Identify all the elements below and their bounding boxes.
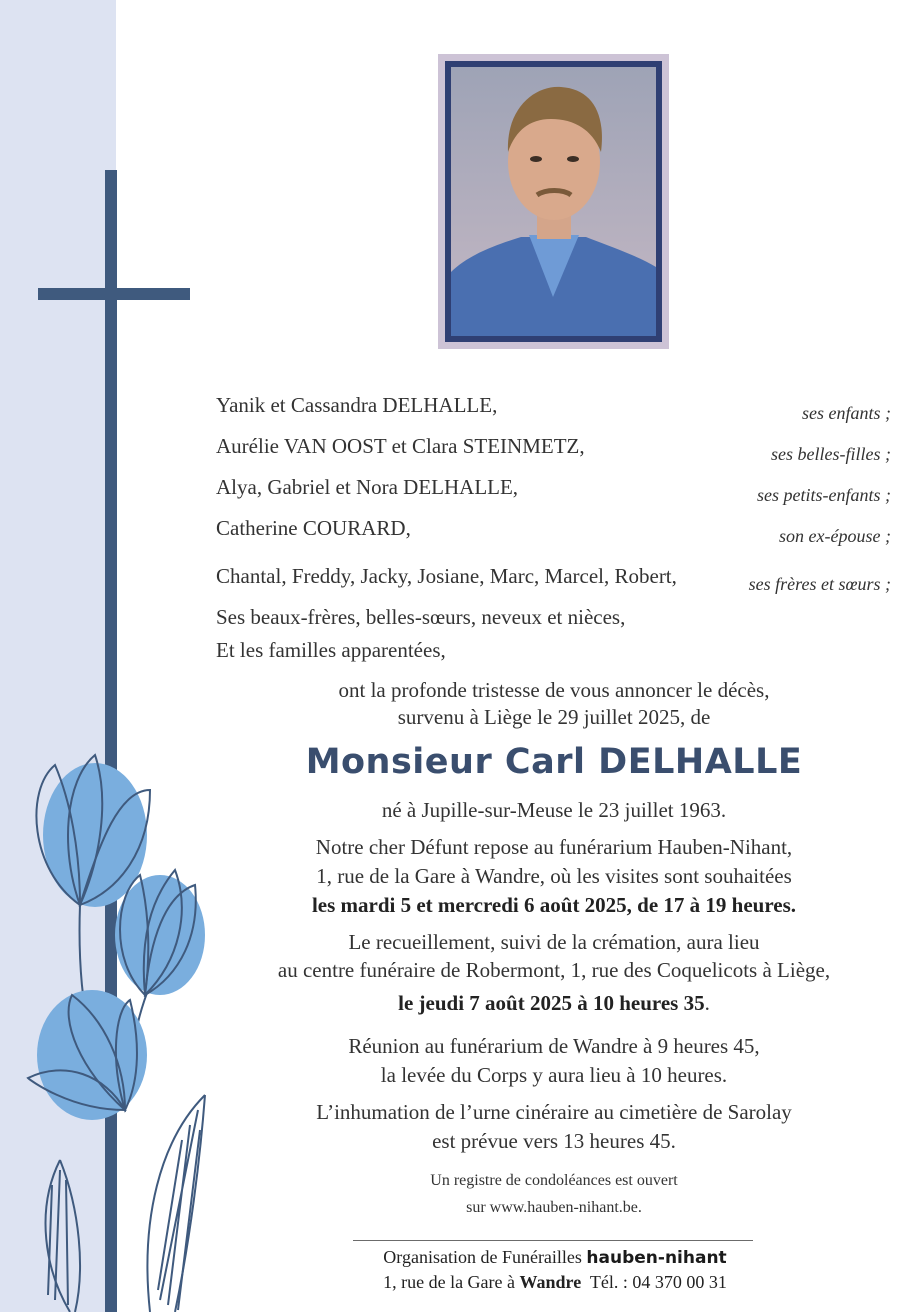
family-line: Aurélie VAN OOST et Clara STEINMETZ, <box>216 434 585 458</box>
announcement-line: ont la profonde tristesse de vous annoncer le décès, <box>338 678 770 702</box>
family-line: Alya, Gabriel et Nora DELHALLE, <box>216 475 519 499</box>
footer-phone: Tél. : 04 370 00 31 <box>589 1272 727 1292</box>
deceased-name: Monsieur Carl DELHALLE <box>305 742 803 782</box>
brand-logo: hauben-nihant <box>586 1248 727 1268</box>
family-line: Et les familles apparentées, <box>216 638 446 662</box>
announcement-line: survenu à Liège le 29 juillet 2025, de <box>397 705 711 729</box>
burial-line: L’inhumation de l’urne cinéraire au cimetière de Sarolay <box>316 1100 792 1124</box>
relation-label: ses frères et sœurs ; <box>748 574 891 594</box>
footer-town: Wandre <box>519 1272 582 1292</box>
family-line: Catherine COURARD, <box>216 516 411 540</box>
footer-organisation <box>350 1247 760 1268</box>
footer-address-prefix: 1, rue de la Gare à <box>383 1272 516 1292</box>
visits-line: 1, rue de la Gare à Wandre, où les visites sont souhaitées <box>316 864 792 888</box>
tulip-flower-icon <box>36 755 150 907</box>
footer-address <box>350 1272 760 1293</box>
ceremony-date: le jeudi 7 août 2025 à 10 heures 35 <box>398 991 705 1015</box>
meeting-line: la levée du Corps y aura lieu à 10 heures. <box>380 1063 728 1087</box>
relation-label: ses enfants ; <box>802 403 891 423</box>
portrait-frame <box>438 54 669 349</box>
meeting-line: Réunion au funérarium de Wandre à 9 heures 45, <box>348 1034 760 1058</box>
relation-label: ses petits-enfants ; <box>757 485 891 505</box>
ceremony-line: au centre funéraire de Robermont, 1, rue des Coquelicots à Liège, <box>277 958 831 982</box>
family-line: Chantal, Freddy, Jacky, Josiane, Marc, Marcel, Robert, <box>216 564 677 588</box>
burial-line: est prévue vers 13 heures 45. <box>432 1129 676 1153</box>
relation-label: ses belles-filles ; <box>771 444 891 464</box>
birth-info: né à Jupille-sur-Meuse le 23 juillet 1963. <box>381 798 727 822</box>
footer-org-prefix: Organisation de Funérailles <box>383 1247 582 1267</box>
register-link[interactable]: sur www.hauben-nihant.be. <box>466 1199 642 1216</box>
tulip-flower-icon <box>115 870 205 995</box>
family-line: Yanik et Cassandra DELHALLE, <box>216 393 498 417</box>
tulip-flower-icon <box>28 990 147 1120</box>
ceremony-line: Le recueillement, suivi de la crémation, aura lieu <box>348 930 760 954</box>
cross-icon <box>105 170 117 1312</box>
visits-dates: les mardi 5 et mercredi 6 août 2025, de 17 à 19 heures. <box>311 893 797 917</box>
relation-label: son ex-épouse ; <box>779 526 891 546</box>
leaf-icon <box>46 1095 205 1312</box>
visits-line: Notre cher Défunt repose au funérarium Hauben-Nihant, <box>315 835 793 859</box>
family-line: Ses beaux-frères, belles-sœurs, neveux et nièces, <box>216 605 626 629</box>
ceremony-date-period: . <box>704 991 710 1015</box>
footer-divider <box>353 1240 753 1241</box>
ceremony-date-line <box>200 991 908 1016</box>
register-line: Un registre de condoléances est ouvert <box>430 1172 678 1189</box>
portrait-photo <box>451 67 656 336</box>
